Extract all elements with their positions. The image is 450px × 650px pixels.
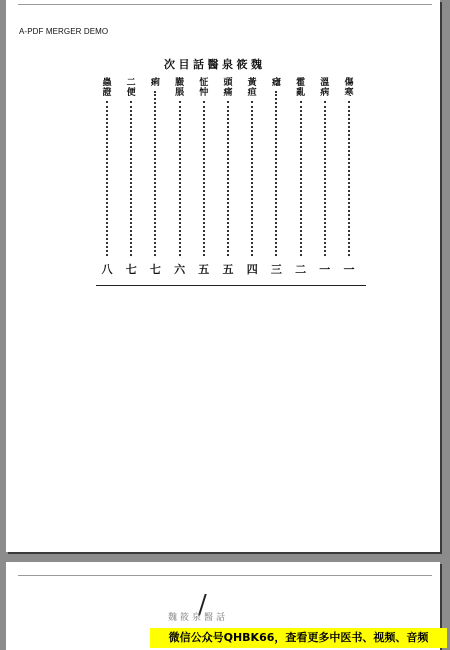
toc-entry [197,78,211,278]
toc-entry [342,78,356,278]
merger-watermark: A-PDF MERGER DEMO [19,27,109,36]
toc-page-number: 四 [246,263,258,276]
leader-dots [203,101,205,256]
toc-entry-label: 二便 [126,78,136,98]
toc-entry-label: 傷寒 [344,78,354,98]
scribble-mark: / [198,590,207,620]
toc-entry-label: 頭痛 [223,78,233,98]
toc-entry-label: 痢 [150,78,160,88]
toc-page-number: 七 [125,263,137,276]
toc-entry [269,78,283,278]
toc-entry-label: 溫病 [320,78,330,98]
pdf-page-1 [6,0,440,552]
toc-entry-label: 蟲證 [102,78,112,98]
toc-entry [294,78,308,278]
toc-page-number: 八 [101,263,113,276]
leader-dots [179,101,181,256]
toc-entry [148,78,162,278]
leader-dots [227,101,229,256]
toc-page-number: 三 [270,263,282,276]
toc-page-number: 七 [149,263,161,276]
toc-entry [100,78,114,278]
toc-entry [245,78,259,278]
toc-entry [124,78,138,278]
toc-page-number: 六 [174,263,186,276]
toc-page-number: 二 [295,263,307,276]
toc-entry-label: 怔忡 [199,78,209,98]
leader-dots [154,91,156,256]
leader-dots [348,101,350,256]
faint-page-header: 魏筱泉醫話 [168,613,229,623]
toc-title: 魏筱泉醫話目次 [164,58,266,71]
toc-entry [173,78,187,278]
leader-dots [275,91,277,256]
leader-dots [324,101,326,256]
page-top-rule [18,4,432,5]
toc-page-number: 五 [222,263,234,276]
leader-dots [300,101,302,256]
toc-entry-label: 臌脹 [175,78,185,98]
toc-entry [318,78,332,278]
toc-page-number: 一 [319,263,331,276]
leader-dots [251,101,253,256]
page-top-rule [18,575,432,576]
toc-bottom-rule [96,285,366,286]
wechat-banner[interactable]: 微信公众号QHBK66，查看更多中医书、视频、音频 [150,628,447,648]
toc-entry-label: 黃疸 [247,78,257,98]
toc-page-number: 一 [343,263,355,276]
leader-dots [106,101,108,256]
toc-page-number: 五 [198,263,210,276]
leader-dots [130,101,132,256]
toc-entry-label: 霍亂 [296,78,306,98]
toc-entry [221,78,235,278]
toc-entry-label: 瘧 [271,78,281,88]
